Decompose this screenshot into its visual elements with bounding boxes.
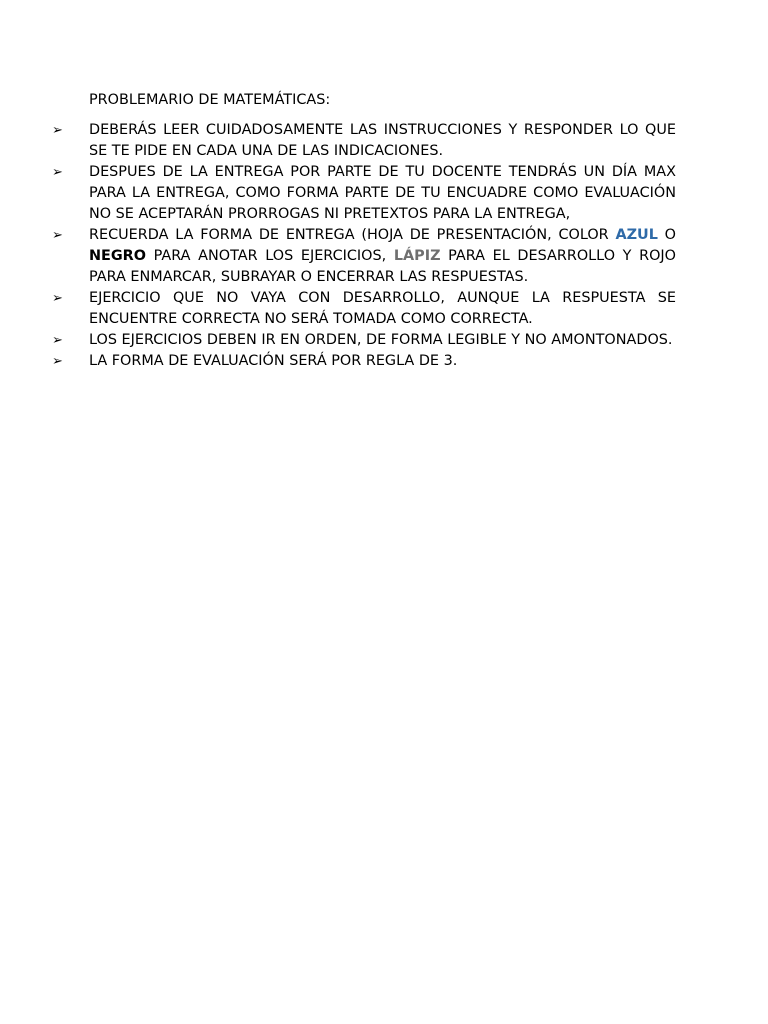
- list-item-text: EJERCICIO QUE NO VAYA CON DESARROLLO, AUNQUE LA RESPUESTA SE ENCUENTRE CORRECTA NO SERÁ TOMADA COMO CORRECTA.: [89, 290, 676, 327]
- list-item-text: LOS EJERCICIOS DEBEN IR EN ORDEN, DE FORMA LEGIBLE Y NO AMONTONADOS.: [89, 332, 673, 348]
- list-item: [52, 120, 676, 162]
- list-item-text-part: RECUERDA LA FORMA DE ENTREGA (HOJA DE PRESENTACIÓN, COLOR: [89, 227, 616, 243]
- list-item-text-part: O: [657, 227, 677, 243]
- document-title: PROBLEMARIO DE MATEMÁTICAS:: [89, 92, 331, 108]
- list-item: [52, 162, 676, 225]
- lapiz-highlight: LÁPIZ: [393, 248, 441, 264]
- arrow-bullet-icon: ➢: [52, 354, 63, 369]
- arrow-bullet-icon: ➢: [52, 228, 63, 243]
- arrow-bullet-icon: ➢: [52, 123, 63, 138]
- azul-highlight: AZUL: [615, 227, 658, 243]
- arrow-bullet-icon: ➢: [52, 165, 63, 180]
- list-item-text: DEBERÁS LEER CUIDADOSAMENTE LAS INSTRUCCIONES Y RESPONDER LO QUE SE TE PIDE EN CADA UNA DE LAS INDICACIONES.: [89, 122, 676, 159]
- list-item: [52, 225, 676, 288]
- arrow-bullet-icon: ➢: [52, 333, 63, 348]
- instructions-list: [52, 120, 676, 372]
- list-item: [52, 330, 676, 351]
- list-item-text: LA FORMA DE EVALUACIÓN SERÁ POR REGLA DE 3.: [89, 353, 458, 369]
- list-item: [52, 288, 676, 330]
- list-item: [52, 351, 676, 372]
- negro-highlight: NEGRO: [89, 248, 147, 264]
- list-item-text-part: PARA ANOTAR LOS EJERCICIOS,: [146, 248, 394, 264]
- list-item-text: DESPUES DE LA ENTREGA POR PARTE DE TU DOCENTE TENDRÁS UN DÍA MAX PARA LA ENTREGA, COMO FORMA PARTE DE TU ENCUADRE COMO EVALUACIÓN NO SE ACEPTARÁN PRORROGAS NI PRETEXTOS PARA LA ENTREGA,: [89, 164, 676, 222]
- arrow-bullet-icon: ➢: [52, 291, 63, 306]
- list-item-text-part: PARA EL DESARROLLO Y ROJO PARA ENMARCAR, SUBRAYAR O ENCERRAR LAS RESPUESTAS.: [89, 248, 676, 285]
